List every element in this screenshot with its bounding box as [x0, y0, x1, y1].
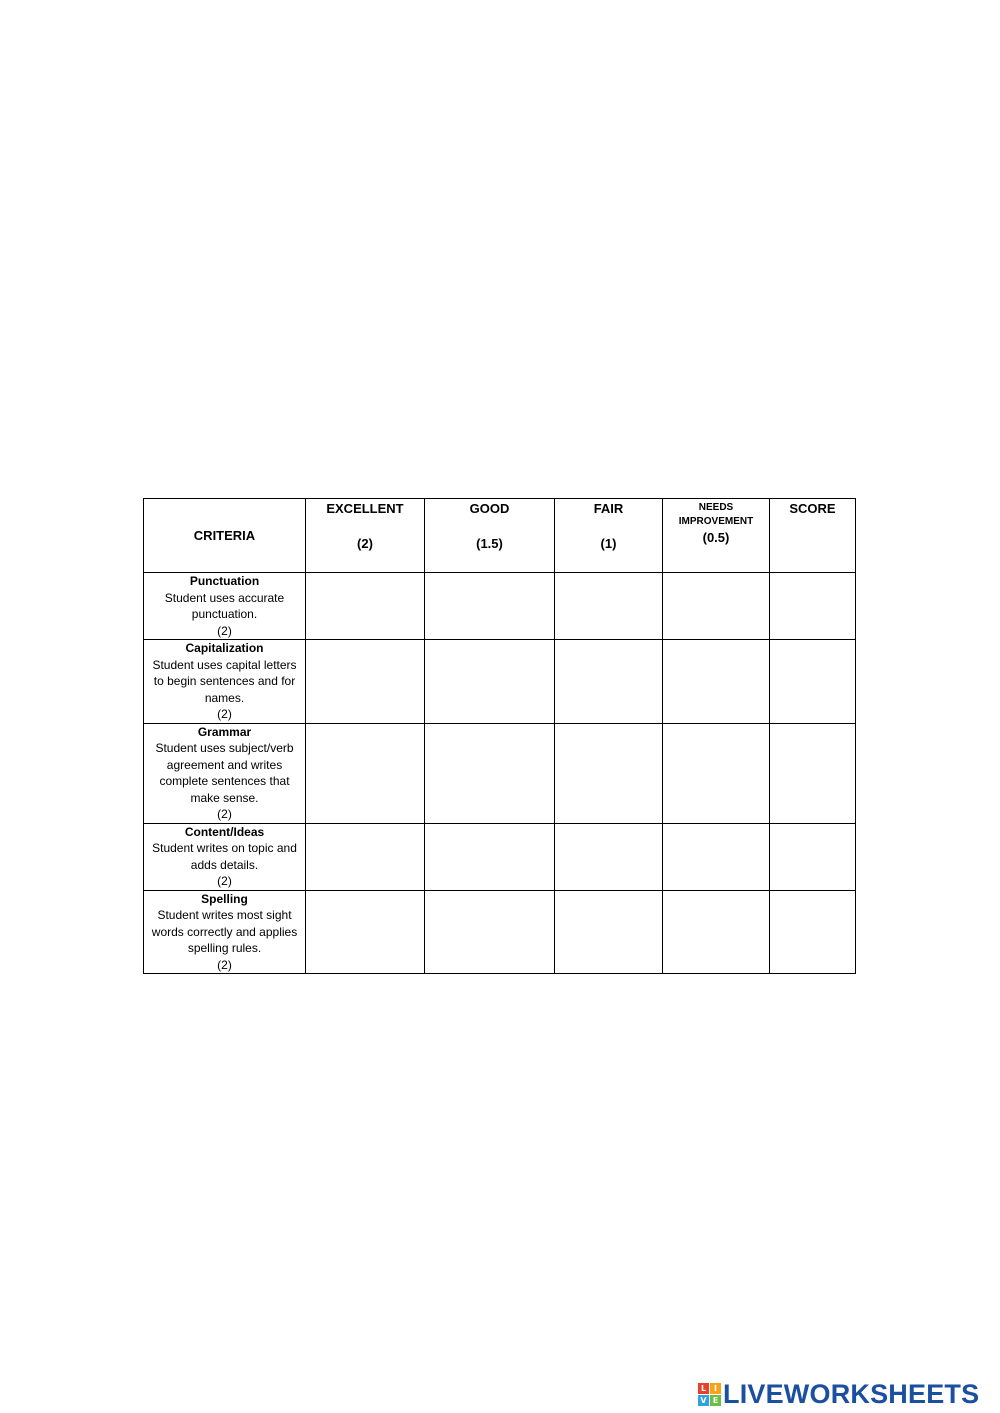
criteria-cell: [144, 823, 306, 890]
excellent-cell[interactable]: [306, 640, 425, 724]
fair-label: FAIR: [593, 501, 624, 516]
needs-label: NEEDS: [698, 502, 734, 513]
logo-tile: E: [710, 1395, 721, 1406]
fair-cell[interactable]: [555, 723, 663, 823]
excellent-label: EXCELLENT: [326, 501, 404, 516]
excellent-header: [306, 499, 425, 573]
criterion-title: Grammar: [197, 724, 252, 739]
needs-improvement-cell[interactable]: [663, 573, 770, 640]
good-header: [425, 499, 555, 573]
logo-tile: L: [698, 1383, 709, 1394]
score-cell[interactable]: [770, 723, 856, 823]
criterion-description: Student writes most sight words correctly and applies spelling rules.: [151, 908, 298, 955]
score-cell[interactable]: [770, 890, 856, 974]
table-row: [144, 823, 856, 890]
criterion-description: Student uses accurate punctuation.: [164, 590, 285, 621]
table-row: [144, 640, 856, 724]
fair-cell[interactable]: [555, 823, 663, 890]
header-row: [144, 499, 856, 573]
criteria-cell: [144, 723, 306, 823]
excellent-points: (2): [357, 536, 373, 551]
criterion-title: Content/Ideas: [184, 824, 265, 839]
criterion-title: Capitalization: [185, 641, 264, 655]
criterion-description: Student uses subject/verb agreement and writes complete sentences that make sense.: [155, 741, 294, 805]
score-cell[interactable]: [770, 573, 856, 640]
criterion-points: (2): [217, 874, 232, 888]
fair-header: [555, 499, 663, 573]
criterion-points: (2): [217, 957, 232, 972]
good-label: GOOD: [469, 501, 510, 516]
needs-improvement-cell[interactable]: [663, 823, 770, 890]
excellent-cell[interactable]: [306, 573, 425, 640]
criteria-cell: [144, 573, 306, 640]
criteria-cell: [144, 890, 306, 974]
excellent-cell[interactable]: [306, 723, 425, 823]
criterion-description: Student writes on topic and adds details.: [152, 841, 297, 872]
rubric-table: [143, 498, 856, 974]
needs-improvement-cell[interactable]: [663, 640, 770, 724]
score-label: SCORE: [789, 501, 836, 516]
logo-tile: I: [710, 1383, 721, 1394]
criterion-points: (2): [217, 623, 232, 638]
good-cell[interactable]: [425, 723, 555, 823]
needs-improvement-cell[interactable]: [663, 890, 770, 974]
table-row: [144, 723, 856, 823]
criteria-header: CRITERIA: [144, 499, 306, 573]
good-cell[interactable]: [425, 640, 555, 724]
fair-cell[interactable]: [555, 890, 663, 974]
good-cell[interactable]: [425, 573, 555, 640]
logo-tile: V: [698, 1395, 709, 1406]
improvement-label: IMPROVEMENT: [678, 516, 754, 527]
criterion-points: (2): [217, 707, 232, 721]
criteria-cell: [144, 640, 306, 724]
excellent-cell[interactable]: [306, 890, 425, 974]
criterion-points: (2): [217, 807, 232, 821]
criterion-title: Punctuation: [189, 574, 260, 588]
score-header: [770, 499, 856, 573]
good-cell[interactable]: [425, 890, 555, 974]
liveworksheets-brand: [698, 1378, 979, 1410]
good-points: (1.5): [476, 536, 503, 551]
table-row: [144, 573, 856, 640]
brand-name: LIVEWORKSHEETS: [723, 1378, 980, 1409]
criterion-title: Spelling: [201, 891, 248, 906]
fair-points: (1): [600, 536, 617, 551]
fair-cell[interactable]: [555, 573, 663, 640]
score-cell[interactable]: [770, 823, 856, 890]
table-row: [144, 890, 856, 974]
score-cell[interactable]: [770, 640, 856, 724]
needs-improvement-cell[interactable]: [663, 723, 770, 823]
needs-improvement-points: (0.5): [702, 530, 730, 545]
fair-cell[interactable]: [555, 640, 663, 724]
good-cell[interactable]: [425, 823, 555, 890]
excellent-cell[interactable]: [306, 823, 425, 890]
criterion-description: Student uses capital letters to begin sentences and for names.: [152, 657, 297, 705]
liveworksheets-logo-icon: [698, 1383, 721, 1406]
needs-improvement-header: [663, 499, 770, 573]
